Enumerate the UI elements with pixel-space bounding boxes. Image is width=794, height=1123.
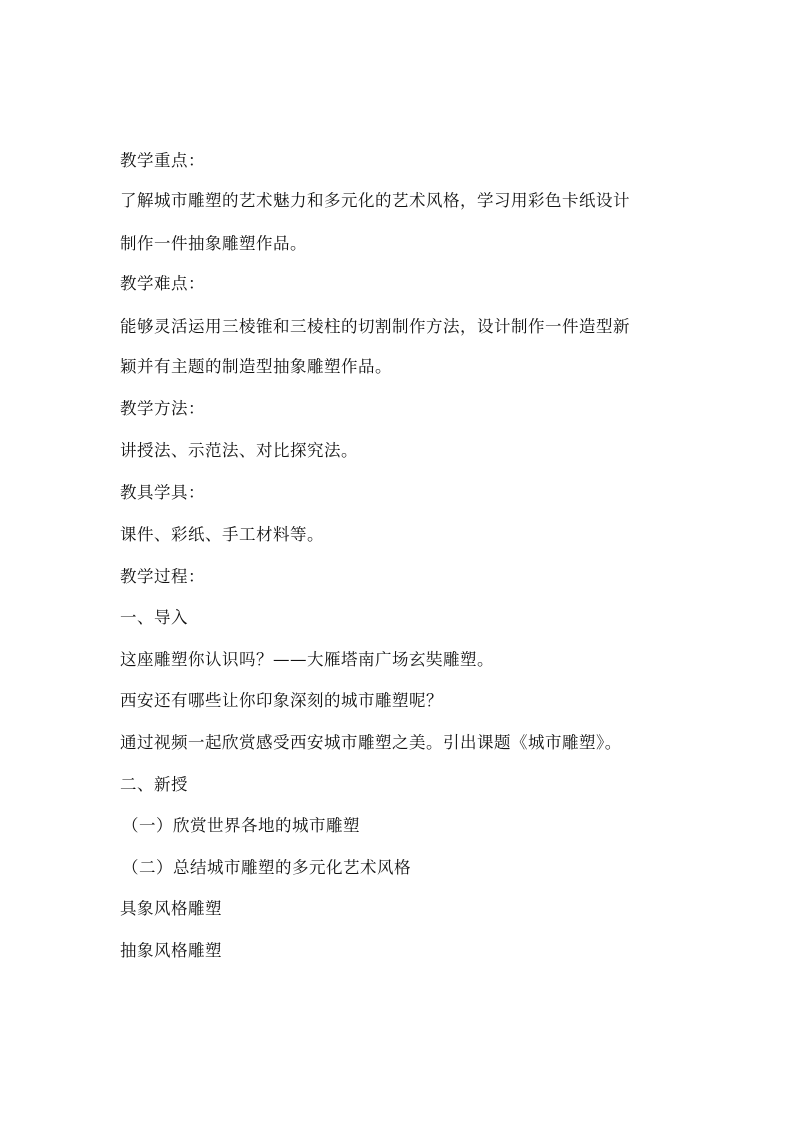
paragraph-line: 能够灵活运用三棱锥和三棱柱的切割制作方法，设计制作一件造型新 [120, 317, 630, 336]
section-heading-intro: 一、导入 [120, 608, 188, 627]
section-heading-new-lesson: 二、新授 [120, 775, 188, 794]
paragraph-line: 颖并有主题的制造型抽象雕塑作品。 [120, 357, 392, 376]
paragraph-line: 西安还有哪些让你印象深刻的城市雕塑呢？ [120, 691, 443, 710]
paragraph-line: 讲授法、示范法、对比探究法。 [120, 441, 358, 460]
subsection-heading: （二）总结城市雕塑的多元化艺术风格 [122, 858, 411, 877]
paragraph-line: 制作一件抽象雕塑作品。 [120, 234, 307, 253]
paragraph-line: 了解城市雕塑的艺术魅力和多元化的艺术风格，学习用彩色卡纸设计 [120, 191, 630, 210]
paragraph-line: 这座雕塑你认识吗？——大雁塔南广场玄奘雕塑。 [120, 650, 494, 669]
heading-teaching-focus: 教学重点： [120, 151, 205, 170]
heading-teaching-method: 教学方法： [120, 399, 205, 418]
list-item: 具象风格雕塑 [120, 899, 222, 918]
list-item: 抽象风格雕塑 [120, 941, 222, 960]
heading-teaching-difficulty: 教学难点： [120, 274, 205, 293]
paragraph-line: 通过视频一起欣赏感受西安城市雕塑之美。引出课题《城市雕塑》。 [120, 733, 622, 752]
heading-teaching-tools: 教具学具： [120, 483, 205, 502]
subsection-heading: （一）欣赏世界各地的城市雕塑 [122, 816, 360, 835]
paragraph-line: 课件、彩纸、手工材料等。 [120, 525, 324, 544]
heading-teaching-process: 教学过程： [120, 567, 205, 586]
